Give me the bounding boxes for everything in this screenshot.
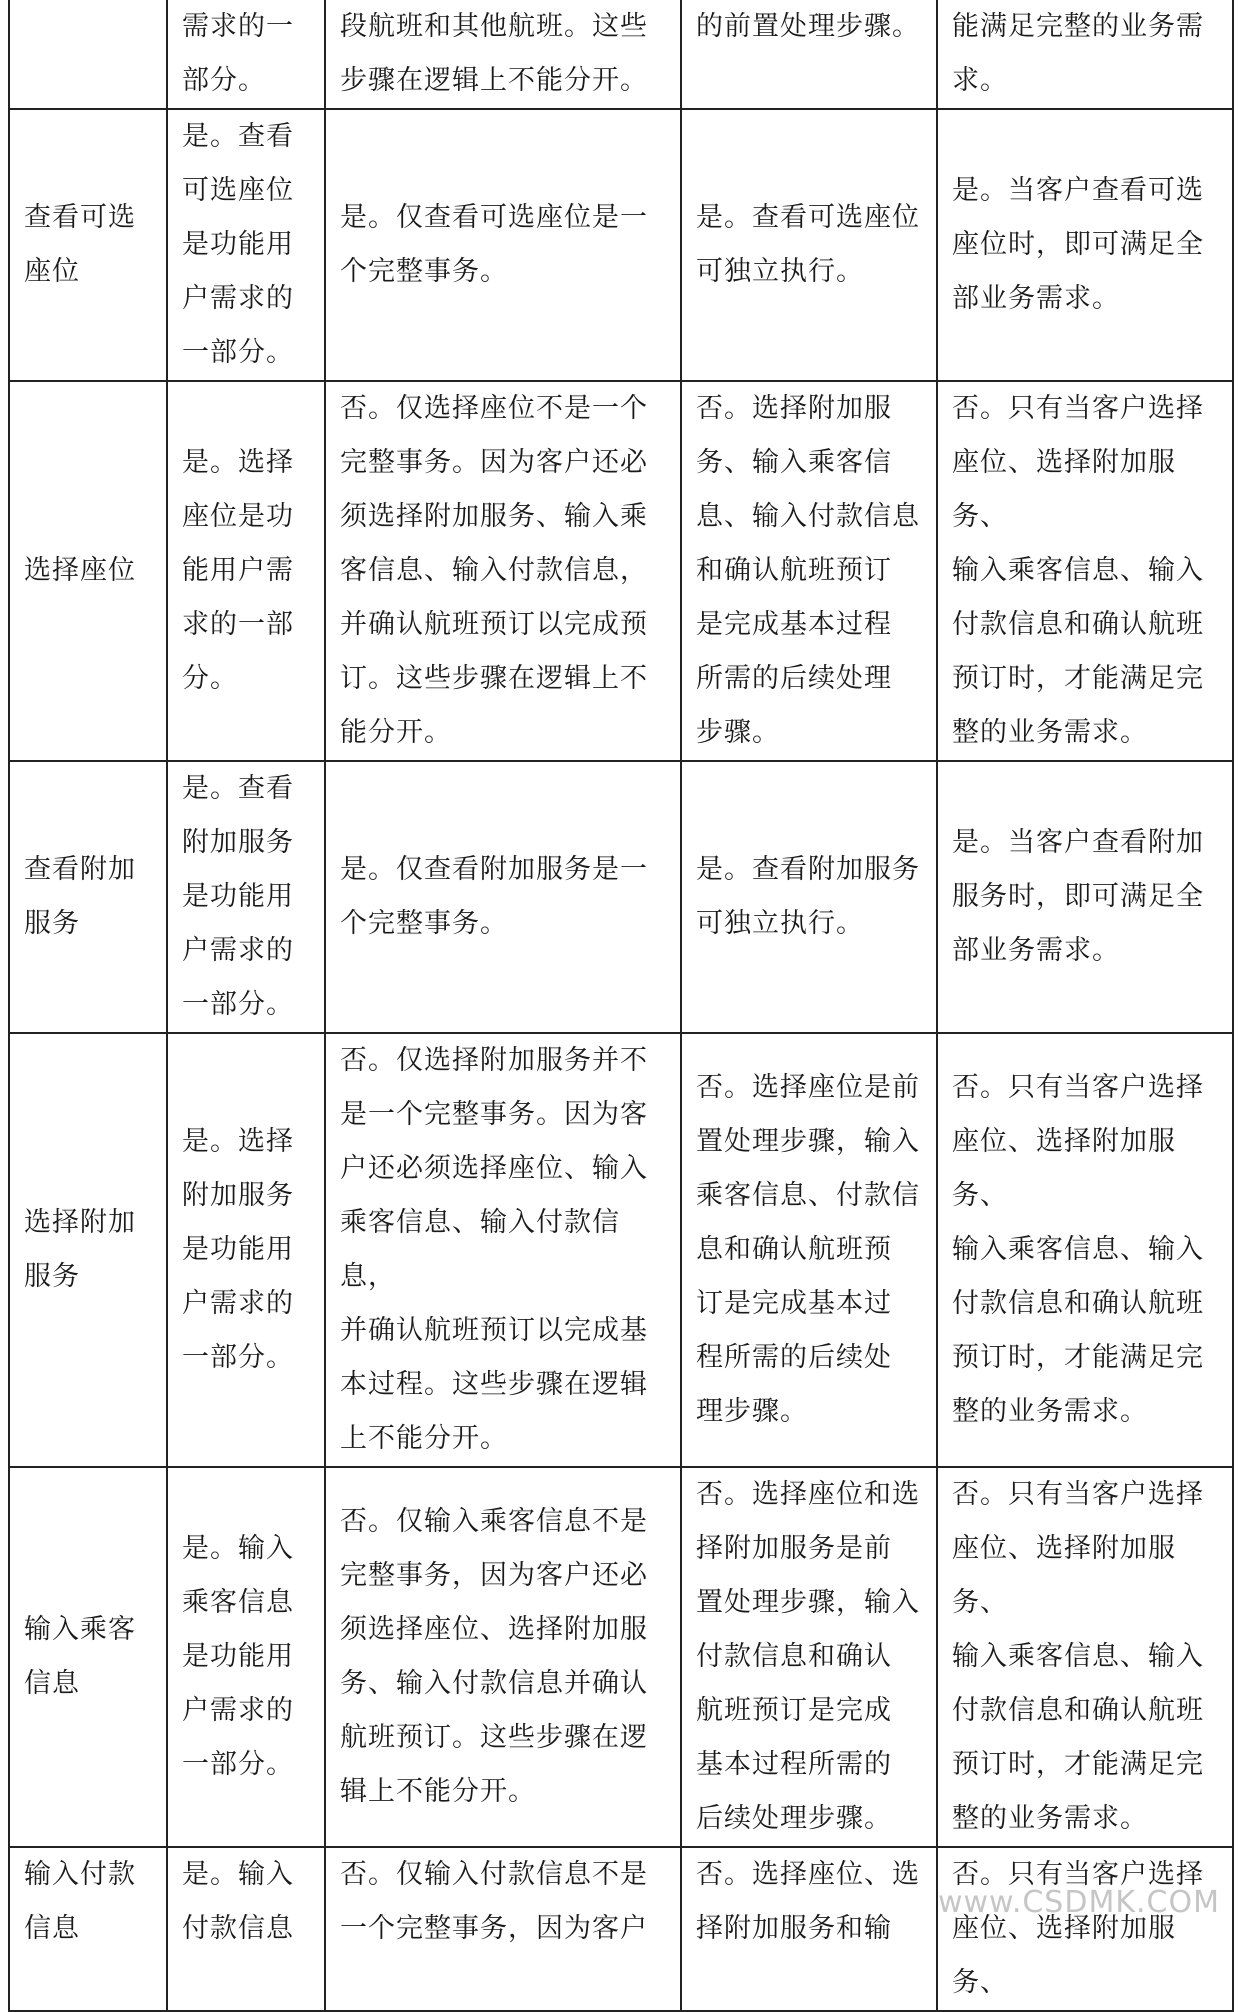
business-requirement-cell: 否。只有当客户选择 座位、选择附加服务、 输入乘客信息、输入 付款信息和确认航班 预订时，才能满足完 整的业务需求。	[937, 1467, 1233, 1847]
business-requirement-cell: 否。只有当客户选择 座位、选择附加服务、 输入乘客信息、输入 付款信息和确认航班 预订时，才能满足完 整的业务需求。	[937, 381, 1233, 761]
complete-transaction-cell: 是。仅查看附加服务是一 个完整事务。	[325, 761, 681, 1033]
functional-user-cell: 是。选择 附加服务 是功能用 户需求的 一部分。	[167, 1033, 325, 1467]
independent-execution-cell: 否。选择座位和选 择附加服务是前 置处理步骤，输入 付款信息和确认 航班预订是完成 基本过程所需的 后续处理步骤。	[681, 1467, 937, 1847]
feature-cell: 选择座位	[9, 381, 167, 761]
complete-transaction-cell: 是。仅查看可选座位是一 个完整事务。	[325, 109, 681, 381]
feature-cell: 查看可选 座位	[9, 109, 167, 381]
functional-user-cell: 是。选择 座位是功 能用户需 求的一部 分。	[167, 381, 325, 761]
table-row	[9, 109, 1233, 381]
table-row	[9, 1467, 1233, 1847]
functional-user-cell: 是。输入 乘客信息 是功能用 户需求的 一部分。	[167, 1467, 325, 1847]
complete-transaction-cell: 段航班和其他航班。这些 步骤在逻辑上不能分开。	[325, 0, 681, 109]
independent-execution-cell: 是。查看附加服务 可独立执行。	[681, 761, 937, 1033]
functional-user-cell: 需求的一 部分。	[167, 0, 325, 109]
independent-execution-cell: 是。查看可选座位 可独立执行。	[681, 109, 937, 381]
complete-transaction-cell: 否。仅输入乘客信息不是 完整事务，因为客户还必 须选择座位、选择附加服 务、输入付款信息并确认 航班预订。这些步骤在逻 辑上不能分开。	[325, 1467, 681, 1847]
functional-user-cell: 是。输入 付款信息	[167, 1847, 325, 2011]
feature-cell: 输入付款 信息	[9, 1847, 167, 2011]
feature-cell: 选择附加 服务	[9, 1033, 167, 1467]
analysis-table	[8, 0, 1234, 2012]
functional-user-cell: 是。查看 附加服务 是功能用 户需求的 一部分。	[167, 761, 325, 1033]
feature-cell: 输入乘客 信息	[9, 1467, 167, 1847]
watermark: www.CSDMK.COM	[937, 1885, 1220, 1920]
table-row	[9, 1847, 1233, 2011]
complete-transaction-cell: 否。仅输入付款信息不是 一个完整事务，因为客户	[325, 1847, 681, 2011]
complete-transaction-cell: 否。仅选择座位不是一个 完整事务。因为客户还必 须选择附加服务、输入乘 客信息、输入付款信息， 并确认航班预订以完成预 订。这些步骤在逻辑上不 能分开。	[325, 381, 681, 761]
independent-execution-cell: 否。选择附加服 务、输入乘客信 息、输入付款信息 和确认航班预订 是完成基本过程 所需的后续处理 步骤。	[681, 381, 937, 761]
business-requirement-cell: 是。当客户查看可选 座位时，即可满足全 部业务需求。	[937, 109, 1233, 381]
table-row	[9, 1033, 1233, 1467]
functional-user-cell: 是。查看 可选座位 是功能用 户需求的 一部分。	[167, 109, 325, 381]
business-requirement-cell: 否。只有当客户选择 座位、选择附加服务、	[937, 1847, 1233, 2011]
feature-cell: 查看附加 服务	[9, 761, 167, 1033]
table-row	[9, 381, 1233, 761]
independent-execution-cell: 否。选择座位、选 择附加服务和输	[681, 1847, 937, 2011]
business-requirement-cell: 是。当客户查看附加 服务时，即可满足全 部业务需求。	[937, 761, 1233, 1033]
independent-execution-cell: 否。选择座位是前 置处理步骤，输入 乘客信息、付款信 息和确认航班预 订是完成基本过 程所需的后续处 理步骤。	[681, 1033, 937, 1467]
table-row	[9, 761, 1233, 1033]
feature-cell	[9, 0, 167, 109]
business-requirement-cell: 能满足完整的业务需 求。	[937, 0, 1233, 109]
table-row	[9, 0, 1233, 109]
complete-transaction-cell: 否。仅选择附加服务并不 是一个完整事务。因为客 户还必须选择座位、输入 乘客信息、输入付款信息， 并确认航班预订以完成基 本过程。这些步骤在逻辑 上不能分开。	[325, 1033, 681, 1467]
independent-execution-cell: 的前置处理步骤。	[681, 0, 937, 109]
business-requirement-cell: 否。只有当客户选择 座位、选择附加服务、 输入乘客信息、输入 付款信息和确认航班 预订时，才能满足完 整的业务需求。	[937, 1033, 1233, 1467]
